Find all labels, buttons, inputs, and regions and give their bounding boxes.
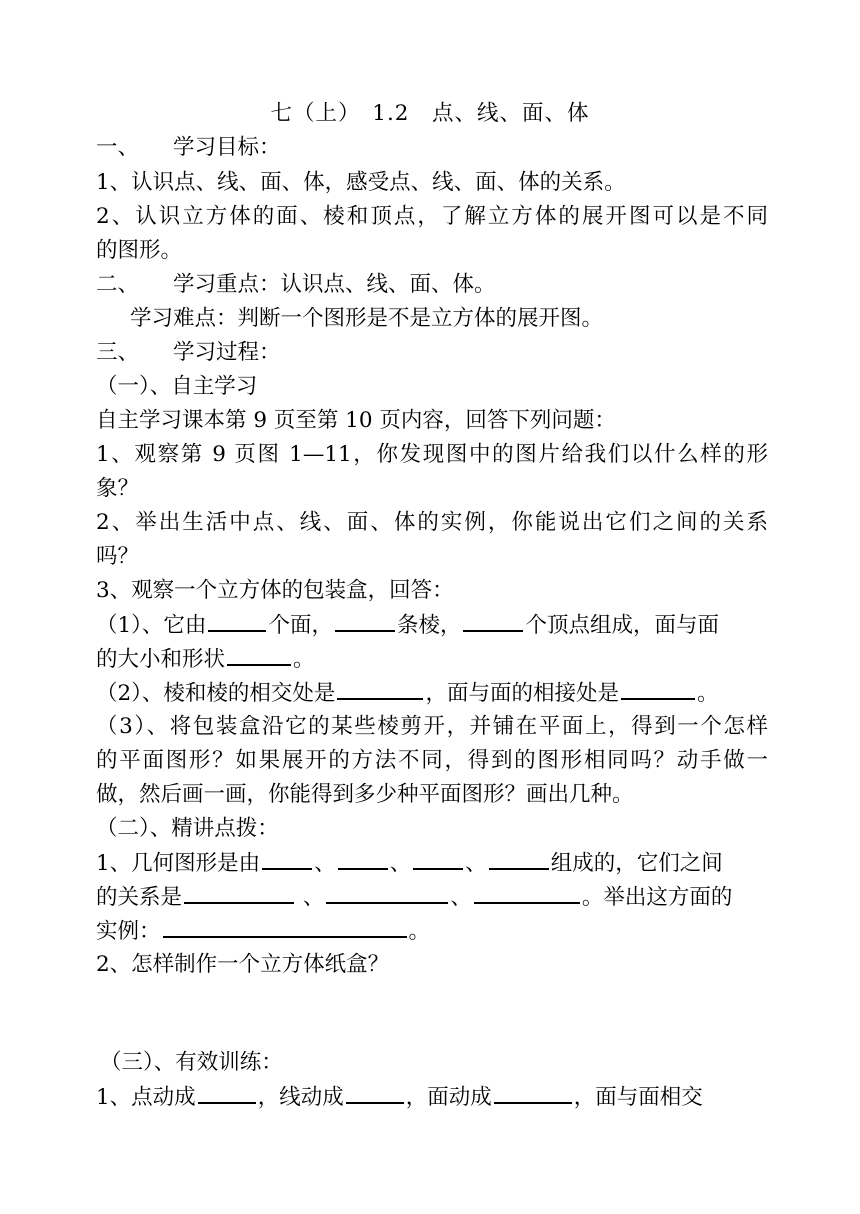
key-point-1-line-2 (96, 880, 768, 914)
answer-blank[interactable] (337, 676, 423, 700)
exercise-1-line-1 (96, 1080, 768, 1114)
text-segment: ，面与面的相接处是 (425, 681, 619, 706)
text-segment: 。 (696, 681, 719, 706)
text-segment: ，线动成 (257, 1085, 344, 1110)
part-3-heading: （三）、有效训练： (100, 1050, 283, 1075)
question-2-line-1: 2、举出生活中点、线、面、体的实例，你能说出它们之间的关系 (96, 510, 768, 535)
part-2-heading: （二）、精讲点拨： (96, 816, 279, 841)
question-3: 3、观察一个立方体的包装盒，回答： (96, 578, 454, 603)
part-1-heading: （一）、自主学习 (96, 374, 258, 399)
question-3-3-line-2: 的平面图形？如果展开的方法不同，得到的图形相同吗？动手做一 (96, 748, 768, 773)
text-segment: 、 (296, 885, 325, 910)
section-heading-goals (96, 131, 768, 165)
text-segment: 、 (450, 885, 472, 910)
goal-2-line-2: 的图形。 (96, 238, 183, 263)
answer-blank[interactable] (184, 880, 294, 904)
question-3-1-line-2 (96, 642, 768, 676)
answer-blank[interactable] (326, 880, 448, 904)
answer-blank[interactable] (413, 846, 463, 870)
answer-blank[interactable] (346, 1080, 404, 1104)
answer-blank[interactable] (463, 608, 523, 632)
answer-blank[interactable] (335, 608, 395, 632)
section-number: 一、 (96, 135, 140, 160)
text-segment: 的关系是 (96, 885, 183, 910)
text-segment: ，面与面相交 (573, 1085, 703, 1110)
text-segment: 。 (293, 647, 315, 672)
text-segment: 的大小和形状 (96, 647, 226, 672)
text-segment: 组成的，它们之间 (550, 851, 723, 876)
section-heading-process (96, 336, 768, 370)
text-segment: ，面动成 (405, 1085, 492, 1110)
text-segment: 个面， (268, 613, 333, 638)
text-segment: 1、几何图形是由 (96, 851, 261, 876)
question-3-3-line-1: （3）、将包装盒沿它的某些棱剪开，并铺在平面上，得到一个怎样 (96, 714, 768, 739)
question-1-line-2: 象？ (96, 476, 140, 501)
answer-blank[interactable] (474, 880, 580, 904)
answer-blank[interactable] (489, 846, 549, 870)
section-title: 学习目标： (173, 135, 281, 160)
answer-blank[interactable] (494, 1080, 572, 1104)
page-title: 七（上） 1.2 点、线、面、体 (270, 101, 590, 126)
question-2-line-2: 吗？ (96, 544, 140, 569)
section-title: 学习过程： (173, 340, 281, 365)
key-point-2: 2、怎样制作一个立方体纸盒？ (96, 952, 390, 977)
text-segment: 、 (314, 851, 336, 876)
text-segment: 、 (465, 851, 487, 876)
question-3-2 (96, 676, 768, 710)
text-segment: 个顶点组成，面与面 (525, 613, 719, 638)
section-title: 学习重点：认识点、线、面、体。 (173, 272, 496, 297)
text-segment: 。 (408, 919, 431, 944)
question-3-1-line-1 (96, 608, 768, 642)
answer-blank[interactable] (227, 642, 291, 666)
difficulty-line: 学习难点：判断一个图形是不是立方体的展开图。 (130, 306, 604, 331)
section-number: 三、 (96, 340, 140, 365)
text-segment: 、 (389, 851, 412, 876)
section-heading-focus (96, 268, 768, 302)
question-1-line-1: 1、观察第 9 页图 1—11，你发现图中的图片给我们以什么样的形 (96, 442, 768, 467)
text-segment: （1）、它由 (96, 613, 207, 638)
key-point-1-line-1 (96, 846, 768, 880)
answer-blank[interactable] (338, 846, 388, 870)
answer-blank[interactable] (163, 914, 407, 938)
section-number: 二、 (96, 272, 140, 297)
part-1-intro: 自主学习课本第 9 页至第 10 页内容，回答下列问题： (96, 408, 616, 433)
text-segment: 实例： (96, 919, 161, 944)
answer-blank[interactable] (262, 846, 312, 870)
goal-1: 1、认识点、线、面、体，感受点、线、面、体的关系。 (96, 170, 626, 195)
answer-blank[interactable] (621, 676, 695, 700)
goal-2-line-1: 2、认识立方体的面、棱和顶点，了解立方体的展开图可以是不同 (96, 204, 768, 229)
text-segment: 条棱， (396, 613, 462, 638)
answer-blank[interactable] (198, 1080, 256, 1104)
text-segment: 。举出这方面的 (581, 885, 733, 910)
answer-blank[interactable] (208, 608, 266, 632)
question-3-3-line-3: 做，然后画一画，你能得到多少种平面图形？画出几种。 (96, 782, 634, 807)
text-segment: 1、点动成 (96, 1085, 196, 1110)
key-point-1-line-3 (96, 914, 768, 948)
text-segment: （2）、棱和棱的相交处是 (96, 681, 336, 706)
